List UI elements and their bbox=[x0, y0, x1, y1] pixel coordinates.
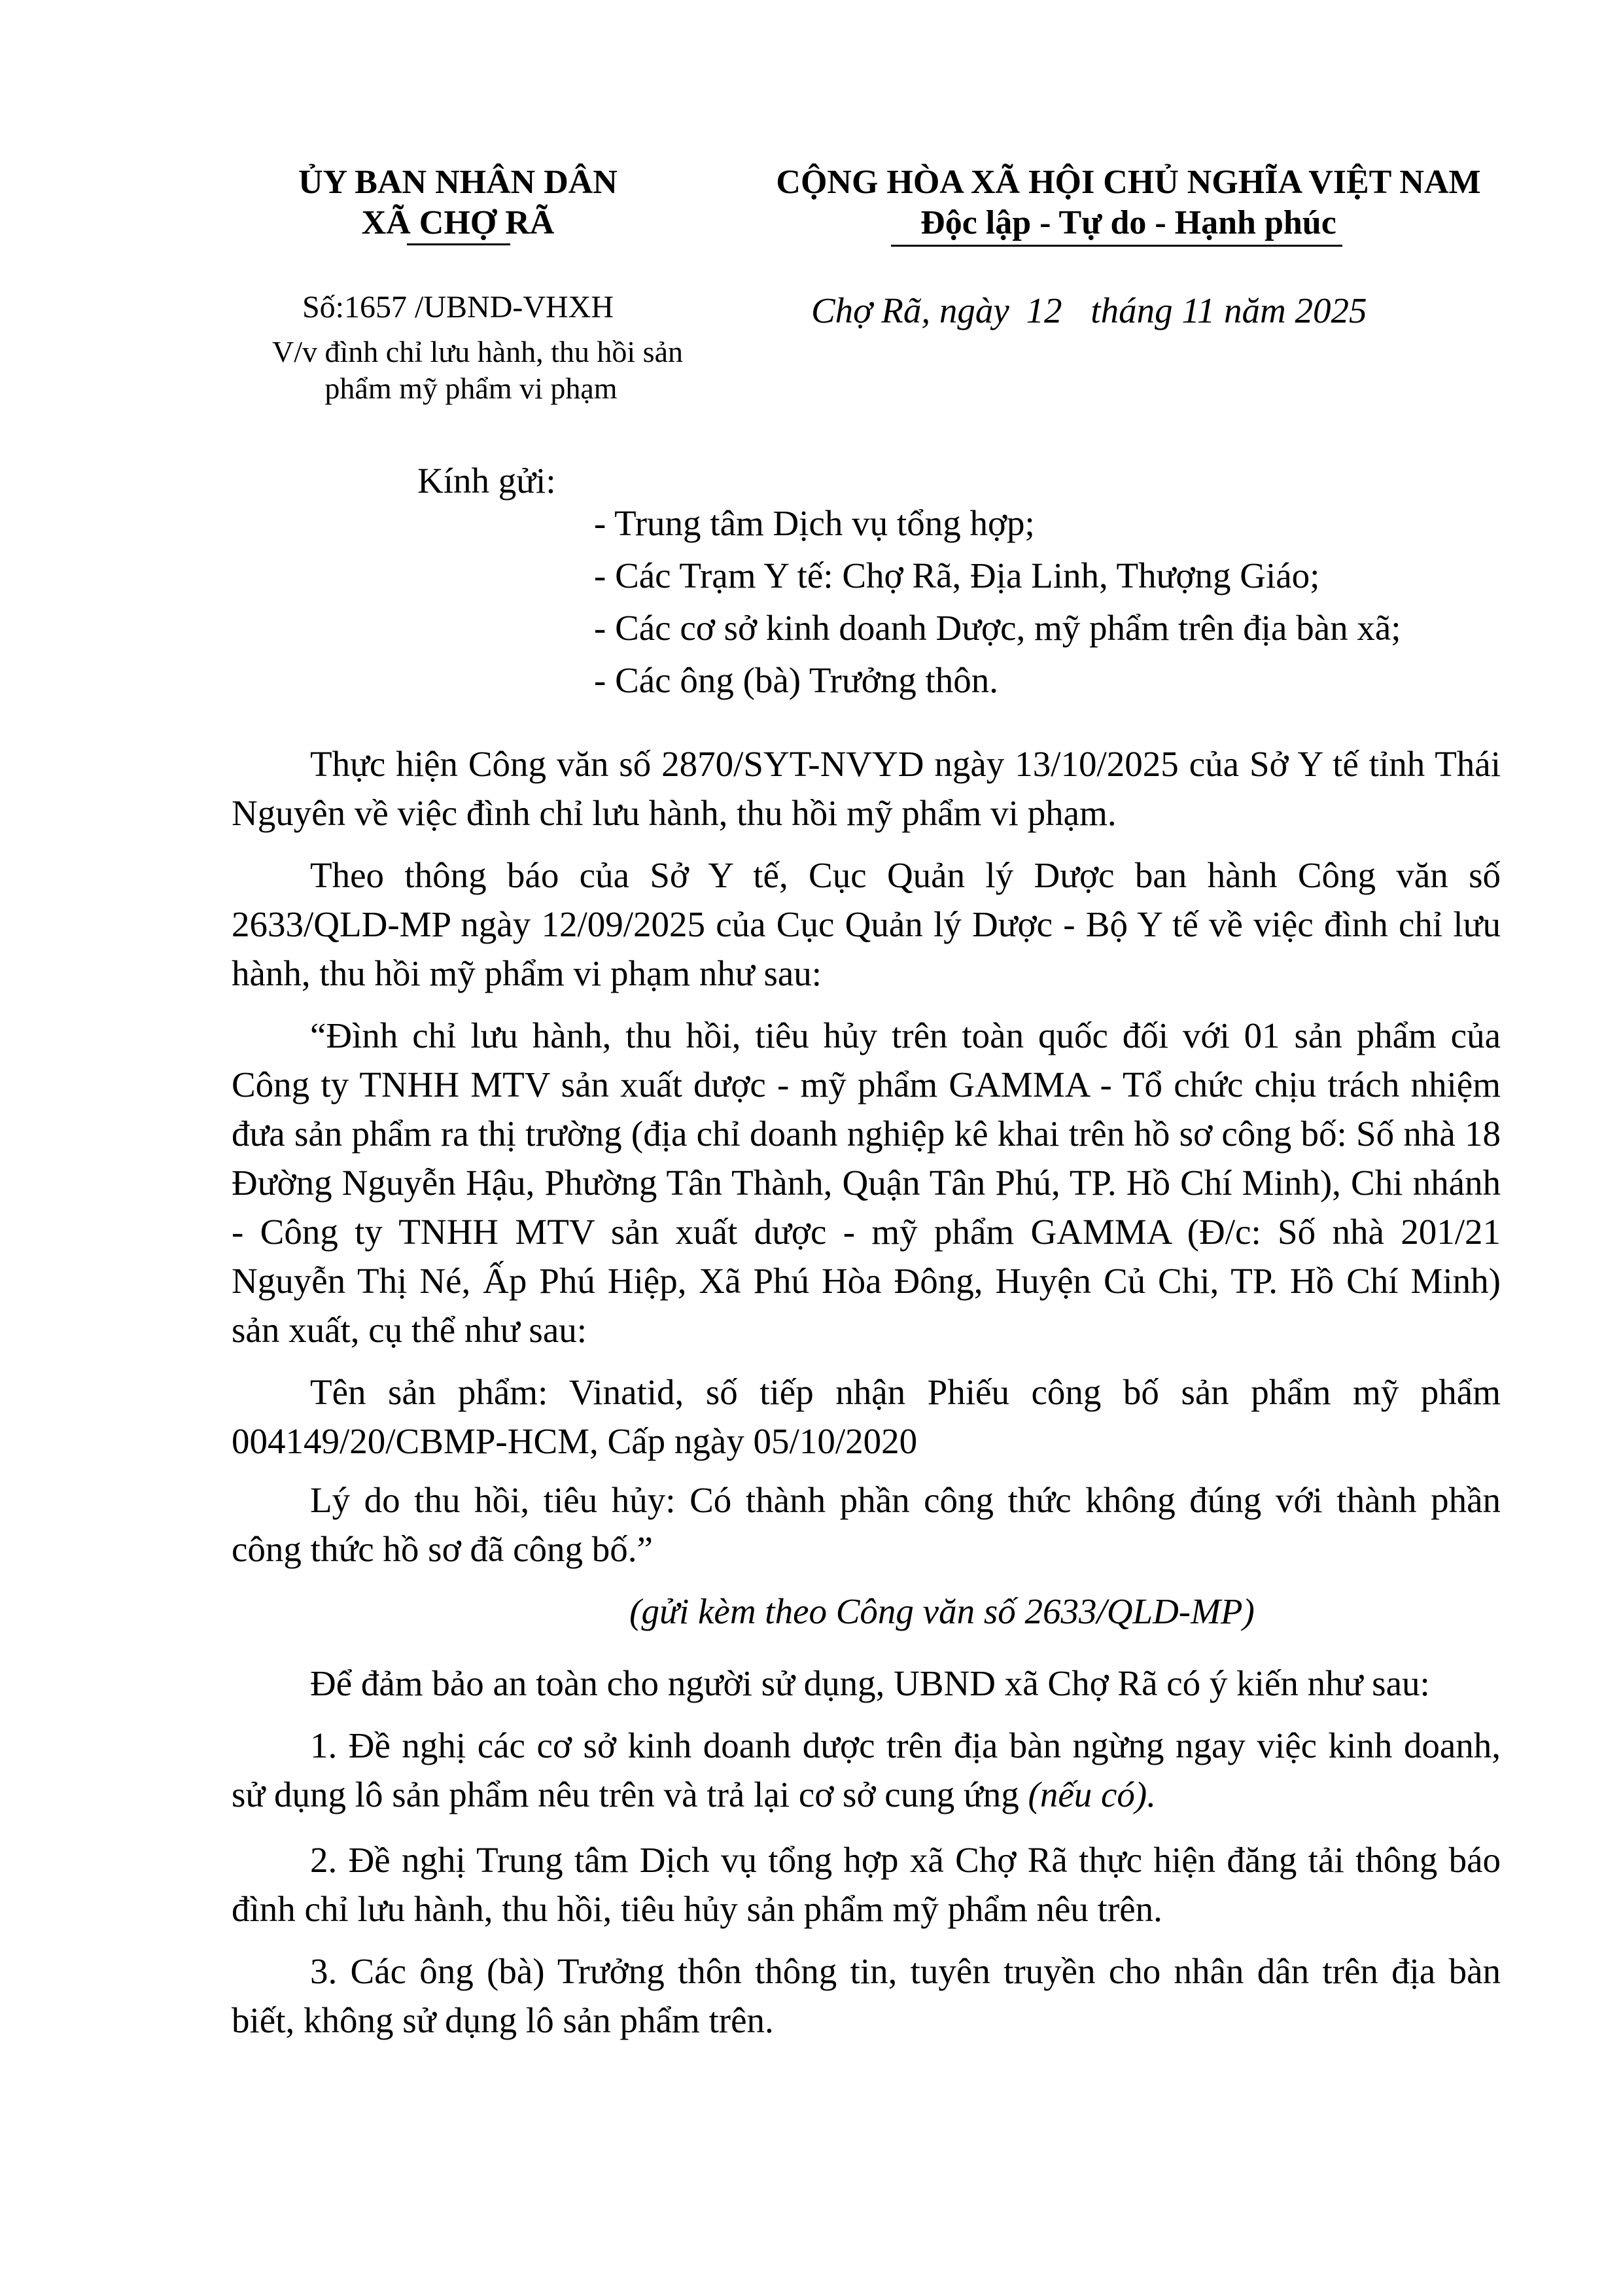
paragraph-implementation: Thực hiện Công văn số 2870/SYT-NVYD ngày 13/10/2025 của Sở Y tế tỉnh Thái Nguyên về việc đình chỉ lưu hành, thu hồi mỹ phẩm vi phạm. bbox=[232, 744, 1501, 833]
nation-title: CỘNG HÒA XÃ HỘI CHỦ NGHĨA VIỆT NAM bbox=[776, 164, 1481, 201]
paragraph-item-3: 3. Các ông (bà) Trưởng thôn thông tin, tuyên truyền cho nhân dân trên địa bàn biết, không sử dụng lô sản phẩm trên. bbox=[232, 1951, 1501, 2040]
paragraph-product: Tên sản phẩm: Vinatid, số tiếp nhận Phiếu công bố sản phẩm mỹ phẩm 004149/20/CBMP-HCM, Cấp ngày 05/10/2020 bbox=[232, 1372, 1501, 1461]
recipient-item: - Trung tâm Dịch vụ tổng hợp; bbox=[594, 503, 1035, 543]
paragraph-opinion: Để đảm bảo an toàn cho người sử dụng, UBND xã Chợ Rã có ý kiến như sau: bbox=[310, 1663, 1430, 1703]
paragraph-notice: Theo thông báo của Sở Y tế, Cục Quản lý Dược ban hành Công văn số 2633/QLD-MP ngày 12/09/2025 của Cục Quản lý Dược - Bộ Y tế về việc đình chỉ lưu hành, thu hồi mỹ phẩm vi phạm như sau: bbox=[232, 855, 1501, 993]
agency-name: ỦY BAN NHÂN DÂN bbox=[298, 164, 618, 201]
item-1-italic: (nếu có). bbox=[1028, 1775, 1156, 1814]
subject-line-1: V/v đình chỉ lưu hành, thu hồi sản bbox=[272, 335, 683, 368]
document-date bbox=[811, 289, 1367, 332]
paragraph-item-1 bbox=[232, 1721, 1501, 1819]
paragraph-reason: Lý do thu hồi, tiêu hủy: Có thành phần công thức không đúng với thành phần công thức hồ sơ đã công bố.” bbox=[232, 1480, 1501, 1569]
recipients-label: Kính gửi: bbox=[417, 461, 556, 501]
paragraph-item-2: 2. Đề nghị Trung tâm Dịch vụ tổng hợp xã Chợ Rã thực hiện đăng tải thông báo đình chỉ lưu hành, thu hồi, tiêu hủy sản phẩm mỹ phẩm nêu trên. bbox=[232, 1840, 1501, 1929]
motto-underline bbox=[891, 245, 1342, 247]
date-prefix: Chợ Rã, ngày bbox=[811, 291, 1009, 330]
agency-underline bbox=[407, 243, 510, 245]
attachment-note: (gửi kèm theo Công văn số 2633/QLD-MP) bbox=[629, 1591, 1255, 1631]
subject-line-2: phẩm mỹ phẩm vi phạm bbox=[324, 372, 618, 405]
paragraph-quote: “Đình chỉ lưu hành, thu hồi, tiêu hủy trên toàn quốc đối với 01 sản phẩm của Công ty TNHH MTV sản xuất dược - mỹ phẩm GAMMA - Tổ chức chịu trách nhiệm đưa sản phẩm ra thị trường (địa chỉ doanh nghiệp kê khai trên hồ sơ công bố: Số nhà 18 Đường Nguyễn Hậu, Phường Tân Thành, Quận Tân Phú, TP. Hồ Chí Minh), Chi nhánh - Công ty TNHH MTV sản xuất dược - mỹ phẩm GAMMA (Đ/c: Số nhà 201/21 Nguyễn Thị Né, Ấp Phú Hiệp, Xã Phú Hòa Đông, Huyện Củ Chi, TP. Hồ Chí Minh) sản xuất, cụ thể như sau: bbox=[232, 1016, 1501, 1350]
recipient-item: - Các cơ sở kinh doanh Dược, mỹ phẩm trên địa bàn xã; bbox=[594, 608, 1401, 648]
recipient-item: - Các ông (bà) Trưởng thôn. bbox=[594, 660, 999, 700]
date-rest: tháng 11 năm 2025 bbox=[1091, 291, 1367, 330]
recipient-item: - Các Trạm Y tế: Chợ Rã, Địa Linh, Thượng Giáo; bbox=[594, 556, 1320, 595]
recipients-list bbox=[594, 497, 1401, 707]
item-1-text: 1. Đề nghị các cơ sở kinh doanh dược trên địa bàn ngừng ngay việc kinh doanh, sử dụng lô sản phẩm nêu trên và trả lại cơ sở cung ứng bbox=[232, 1725, 1501, 1814]
agency-commune: XÃ CHỢ RÃ bbox=[361, 204, 555, 241]
date-day: 12 bbox=[1026, 291, 1062, 330]
document-number: Số:1657 /UBND-VHXH bbox=[302, 290, 614, 325]
motto: Độc lập - Tự do - Hạnh phúc bbox=[920, 204, 1336, 241]
